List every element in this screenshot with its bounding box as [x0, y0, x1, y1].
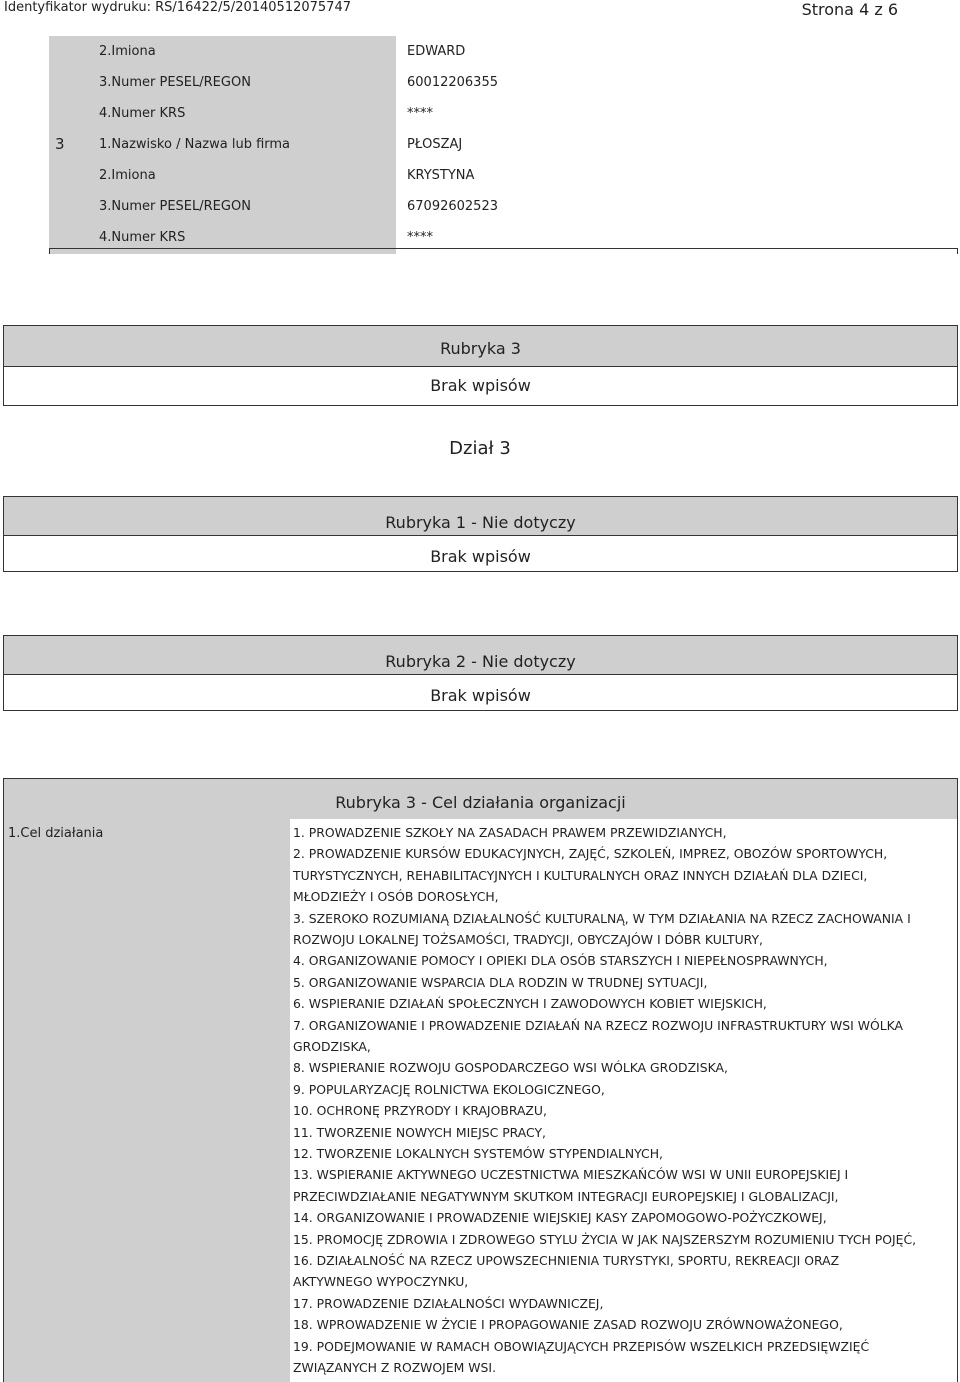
table-bottom-rule [49, 248, 958, 254]
field-value: **** [407, 230, 433, 245]
field-label: 4.Numer KRS [99, 230, 186, 245]
objective-line: 7. ORGANIZOWANIE I PROWADZENIE DZIAŁAŃ NA RZECZ ROZWOJU INFRASTRUKTURY WSI WÓLKA [293, 1017, 904, 1033]
print-identifier: Identyfikator wydruku: RS/16422/5/20140512075747 [4, 0, 351, 15]
empty-entries: Brak wpisów [430, 686, 531, 705]
objectives-list [293, 819, 957, 1382]
field-label: 1.Cel działania [8, 826, 104, 841]
field-value: **** [407, 106, 433, 121]
section-title: Rubryka 3 - Cel działania organizacji [335, 793, 626, 812]
field-value: 67092602523 [407, 199, 498, 214]
field-value: 60012206355 [407, 75, 498, 90]
objective-line: 3. SZEROKO ROZUMIANĄ DZIAŁALNOŚĆ KULTURALNĄ, W TYM DZIAŁANIA NA RZECZ ZACHOWANIA I [293, 910, 911, 926]
rubryka-3-section [3, 325, 958, 406]
divider [4, 674, 957, 675]
objective-line: MŁODZIEŻY I OSÓB DOROSŁYCH, [293, 889, 499, 905]
field-value: EDWARD [407, 44, 466, 59]
rubryka-2-section [3, 635, 958, 711]
field-label: 3.Numer PESEL/REGON [99, 75, 251, 90]
section-heading: Dział 3 [449, 438, 511, 459]
objective-line: 11. TWORZENIE NOWYCH MIEJSC PRACY, [293, 1124, 546, 1140]
field-label: 1.Nazwisko / Nazwa lub firma [99, 137, 291, 152]
objective-line: PRZECIWDZIAŁANIE NEGATYWNYM SKUTKOM INTEGRACJI EUROPEJSKIEJ I GLOBALIZACJI, [293, 1188, 839, 1204]
empty-entries: Brak wpisów [430, 547, 531, 566]
section-title: Rubryka 3 [440, 339, 521, 358]
objective-line: 15. PROMOCJĘ ZDROWIA I ZDROWEGO STYLU ŻYCIA W JAK NAJSZERSZYM ROZUMIENIU TYCH POJĘĆ, [293, 1231, 917, 1247]
field-label: 4.Numer KRS [99, 106, 186, 121]
objective-line: 1. PROWADZENIE SZKOŁY NA ZASADACH PRAWEM PRZEWIDZIANYCH, [293, 825, 727, 840]
objective-line: 13. WSPIERANIE AKTYWNEGO UCZESTNICTWA MIESZKAŃCÓW WSI W UNII EUROPEJSKIEJ I [293, 1167, 849, 1183]
entry-number: 3 [55, 135, 65, 153]
rubryka-3-cel-section [3, 778, 958, 1382]
empty-entries: Brak wpisów [430, 376, 531, 395]
objective-line: ROZWOJU LOKALNEJ TOŻSAMOŚCI, TRADYCJI, OBYCZAJÓW I DÓBR KULTURY, [293, 932, 763, 947]
page-number: Strona 4 z 6 [801, 0, 898, 19]
objective-line: TURYSTYCZNYCH, REHABILITACYJNYCH I KULTURALNYCH ORAZ INNYCH DZIAŁAŃ DLA DZIECI, [293, 867, 868, 883]
objective-line: 6. WSPIERANIE DZIAŁAŃ SPOŁECZNYCH I ZAWODOWYCH KOBIET WIEJSKICH, [293, 996, 767, 1012]
field-value: PŁOSZAJ [407, 137, 463, 152]
label-column [4, 819, 290, 1382]
objective-line: 8. WSPIERANIE ROZWOJU GOSPODARCZEGO WSI WÓLKA GRODZISKA, [293, 1060, 728, 1076]
objective-line: 2. PROWADZENIE KURSÓW EDUKACYJNYCH, ZAJĘĆ, SZKOLEŃ, IMPREZ, OBOZÓW SPORTOWYCH, [293, 846, 888, 862]
objective-line: 5. ORGANIZOWANIE WSPARCIA DLA RODZIN W TRUDNEJ SYTUACJI, [293, 974, 708, 990]
objective-line: 12. TWORZENIE LOKALNYCH SYSTEMÓW STYPENDIALNYCH, [293, 1146, 663, 1161]
objective-line: 16. DZIAŁALNOŚĆ NA RZECZ UPOWSZECHNIENIA TURYSTYKI, SPORTU, REKREACJI ORAZ [293, 1253, 840, 1268]
persons-table [49, 36, 958, 254]
section-title: Rubryka 1 - Nie dotyczy [385, 513, 576, 532]
objective-line: 4. ORGANIZOWANIE POMOCY I OPIEKI DLA OSÓB STARSZYCH I NIEPEŁNOSPRAWNYCH, [293, 953, 828, 969]
objective-line: ZWIĄZANYCH Z ROZWOJEM WSI. [293, 1360, 497, 1375]
field-label: 3.Numer PESEL/REGON [99, 199, 251, 214]
section-title: Rubryka 2 - Nie dotyczy [385, 652, 576, 671]
objective-line: 17. PROWADZENIE DZIAŁALNOŚCI WYDAWNICZEJ, [293, 1295, 604, 1311]
objective-line: 14. ORGANIZOWANIE I PROWADZENIE WIEJSKIEJ KASY ZAPOMOGOWO-POŻYCZKOWEJ, [293, 1210, 827, 1226]
objective-line: 19. PODEJMOWANIE W RAMACH OBOWIĄZUJĄCYCH PRZEPISÓW WSZELKICH PRZEDSIĘWZIĘĆ [293, 1338, 870, 1354]
divider [4, 366, 957, 367]
page-header [0, 0, 960, 18]
objective-line: 18. WPROWADZENIE W ŻYCIE I PROPAGOWANIE ZASAD ROZWOJU ZRÓWNOWAŻONEGO, [293, 1317, 843, 1333]
objective-line: GRODZISKA, [293, 1039, 371, 1054]
field-label: 2.Imiona [99, 168, 156, 183]
divider [4, 535, 957, 536]
objective-line: 10. OCHRONĘ PRZYRODY I KRAJOBRAZU, [293, 1103, 547, 1119]
rubryka-1-section [3, 496, 958, 572]
field-label: 2.Imiona [99, 44, 156, 59]
objective-line: AKTYWNEGO WYPOCZYNKU, [293, 1274, 469, 1290]
field-value: KRYSTYNA [407, 168, 475, 183]
objective-line: 9. POPULARYZACJĘ ROLNICTWA EKOLOGICZNEGO, [293, 1081, 605, 1097]
